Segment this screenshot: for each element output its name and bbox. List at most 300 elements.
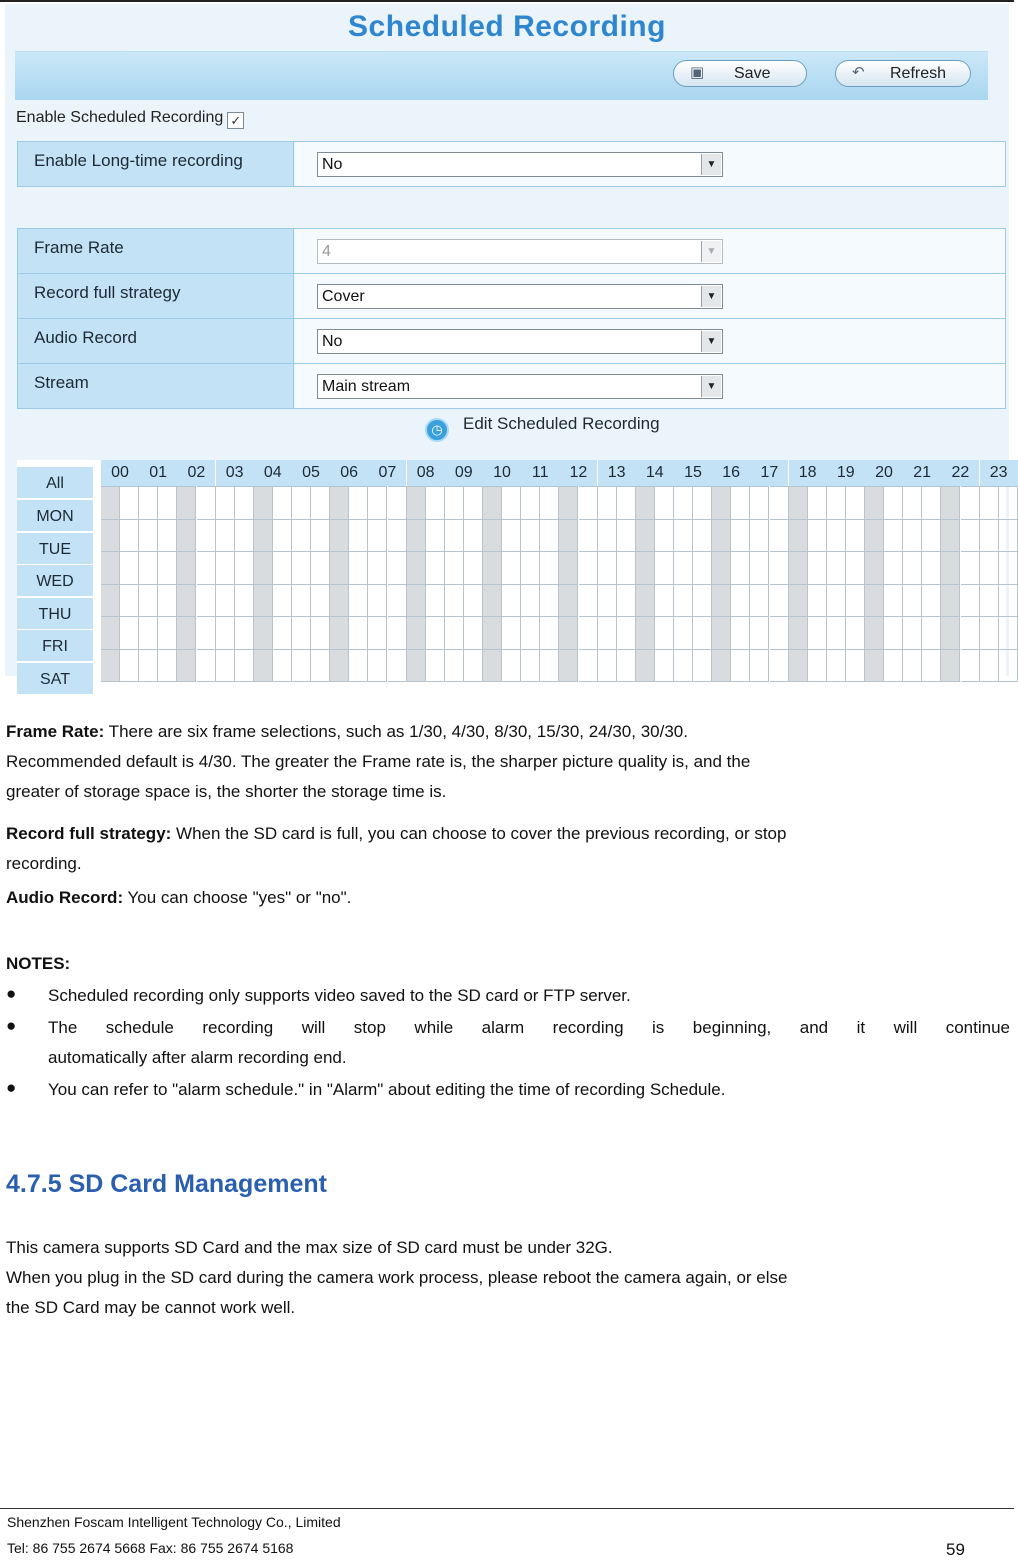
schedule-cell[interactable] xyxy=(292,520,311,553)
schedule-cell[interactable] xyxy=(999,520,1018,553)
schedule-cell[interactable] xyxy=(693,585,712,618)
hour-header[interactable]: 23 xyxy=(980,460,1018,486)
schedule-cell[interactable] xyxy=(827,487,846,520)
schedule-cell[interactable] xyxy=(197,520,216,553)
schedule-cell[interactable] xyxy=(407,520,426,553)
schedule-cell[interactable] xyxy=(540,520,559,553)
schedule-cell[interactable] xyxy=(139,486,158,487)
schedule-cell[interactable] xyxy=(827,552,846,585)
save-button[interactable] xyxy=(673,60,807,87)
hour-header[interactable]: 13 xyxy=(598,460,636,486)
schedule-cell[interactable] xyxy=(636,520,655,553)
schedule-cell[interactable] xyxy=(120,486,139,487)
schedule-cell[interactable] xyxy=(598,487,617,520)
hour-header[interactable]: 15 xyxy=(674,460,712,486)
schedule-cell[interactable] xyxy=(617,650,636,683)
schedule-cell[interactable] xyxy=(502,650,521,683)
schedule-cell[interactable] xyxy=(789,520,808,553)
schedule-cell[interactable] xyxy=(961,520,980,553)
schedule-cell[interactable] xyxy=(139,650,158,683)
schedule-cell[interactable] xyxy=(636,617,655,650)
schedule-cell[interactable] xyxy=(139,487,158,520)
schedule-cell[interactable] xyxy=(846,520,865,553)
schedule-cell[interactable] xyxy=(941,617,960,650)
schedule-cell[interactable] xyxy=(846,617,865,650)
schedule-cell[interactable] xyxy=(941,585,960,618)
schedule-cell[interactable] xyxy=(712,585,731,618)
schedule-cell[interactable] xyxy=(827,486,846,487)
schedule-cell[interactable] xyxy=(330,617,349,650)
schedule-cell[interactable] xyxy=(827,520,846,553)
schedule-cell[interactable] xyxy=(101,486,120,487)
schedule-cell[interactable] xyxy=(254,520,273,553)
schedule-cell[interactable] xyxy=(197,552,216,585)
schedule-cell[interactable] xyxy=(712,520,731,553)
schedule-cell[interactable] xyxy=(445,617,464,650)
hour-header[interactable]: 03 xyxy=(216,460,254,486)
schedule-cell[interactable] xyxy=(120,650,139,683)
schedule-cell[interactable] xyxy=(617,585,636,618)
schedule-cell[interactable] xyxy=(559,487,578,520)
schedule-cell[interactable] xyxy=(941,650,960,683)
schedule-cell[interactable] xyxy=(388,552,407,585)
schedule-cell[interactable] xyxy=(254,650,273,683)
schedule-cell[interactable] xyxy=(407,552,426,585)
schedule-cell[interactable] xyxy=(158,486,177,487)
schedule-cell[interactable] xyxy=(961,487,980,520)
schedule-cell[interactable] xyxy=(980,585,999,618)
schedule-cell[interactable] xyxy=(846,486,865,487)
schedule-cell[interactable] xyxy=(617,520,636,553)
schedule-cell[interactable] xyxy=(388,650,407,683)
schedule-cell[interactable] xyxy=(865,487,884,520)
schedule-cell[interactable] xyxy=(349,585,368,618)
schedule-cell[interactable] xyxy=(731,552,750,585)
schedule-cell[interactable] xyxy=(617,617,636,650)
schedule-cell[interactable] xyxy=(330,487,349,520)
schedule-cell[interactable] xyxy=(655,650,674,683)
record-full-strategy-select[interactable] xyxy=(317,284,723,309)
schedule-cell[interactable] xyxy=(731,487,750,520)
schedule-cell[interactable] xyxy=(197,486,216,487)
schedule-cell[interactable] xyxy=(521,486,540,487)
schedule-cell[interactable] xyxy=(980,486,999,487)
schedule-cell[interactable] xyxy=(292,585,311,618)
schedule-cell[interactable] xyxy=(235,520,254,553)
schedule-cell[interactable] xyxy=(330,650,349,683)
schedule-cell[interactable] xyxy=(311,650,330,683)
schedule-cell[interactable] xyxy=(808,486,827,487)
schedule-cell[interactable] xyxy=(464,617,483,650)
schedule-cell[interactable] xyxy=(903,487,922,520)
hour-header[interactable]: 09 xyxy=(445,460,483,486)
schedule-cell[interactable] xyxy=(158,487,177,520)
schedule-cell[interactable] xyxy=(674,617,693,650)
schedule-cell[interactable] xyxy=(158,617,177,650)
day-header[interactable]: TUE xyxy=(17,533,93,565)
schedule-cell[interactable] xyxy=(464,650,483,683)
schedule-cell[interactable] xyxy=(636,585,655,618)
schedule-cell[interactable] xyxy=(273,650,292,683)
schedule-cell[interactable] xyxy=(655,617,674,650)
schedule-cell[interactable] xyxy=(693,486,712,487)
schedule-cell[interactable] xyxy=(750,585,769,618)
schedule-cell[interactable] xyxy=(368,486,387,487)
schedule-cell[interactable] xyxy=(502,520,521,553)
schedule-cell[interactable] xyxy=(254,552,273,585)
schedule-cell[interactable] xyxy=(922,552,941,585)
schedule-cell[interactable] xyxy=(674,650,693,683)
hour-header[interactable]: 00 xyxy=(101,460,139,486)
schedule-cell[interactable] xyxy=(789,585,808,618)
schedule-cell[interactable] xyxy=(368,617,387,650)
hour-header[interactable]: 02 xyxy=(177,460,215,486)
schedule-cell[interactable] xyxy=(903,552,922,585)
schedule-cell[interactable] xyxy=(865,520,884,553)
schedule-cell[interactable] xyxy=(139,617,158,650)
schedule-cell[interactable] xyxy=(579,487,598,520)
schedule-cell[interactable] xyxy=(330,486,349,487)
schedule-cell[interactable] xyxy=(598,520,617,553)
schedule-cell[interactable] xyxy=(770,585,789,618)
schedule-cell[interactable] xyxy=(254,486,273,487)
hour-header[interactable]: 08 xyxy=(407,460,445,486)
schedule-cell[interactable] xyxy=(865,486,884,487)
schedule-cell[interactable] xyxy=(120,487,139,520)
hour-header[interactable]: 11 xyxy=(521,460,559,486)
schedule-cell[interactable] xyxy=(884,617,903,650)
schedule-cell[interactable] xyxy=(712,650,731,683)
schedule-cell[interactable] xyxy=(216,552,235,585)
schedule-cell[interactable] xyxy=(750,486,769,487)
schedule-cell[interactable] xyxy=(139,520,158,553)
schedule-cell[interactable] xyxy=(827,617,846,650)
schedule-cell[interactable] xyxy=(235,552,254,585)
schedule-cell[interactable] xyxy=(617,552,636,585)
schedule-cell[interactable] xyxy=(598,552,617,585)
schedule-cell[interactable] xyxy=(636,650,655,683)
schedule-cell[interactable] xyxy=(598,650,617,683)
schedule-cell[interactable] xyxy=(349,520,368,553)
schedule-cell[interactable] xyxy=(693,617,712,650)
schedule-cell[interactable] xyxy=(789,552,808,585)
hour-header[interactable]: 18 xyxy=(789,460,827,486)
schedule-cell[interactable] xyxy=(674,585,693,618)
schedule-cell[interactable] xyxy=(579,585,598,618)
schedule-cell[interactable] xyxy=(808,617,827,650)
hour-header[interactable]: 12 xyxy=(559,460,597,486)
schedule-cell[interactable] xyxy=(961,617,980,650)
schedule-cell[interactable] xyxy=(559,552,578,585)
schedule-cell[interactable] xyxy=(368,487,387,520)
schedule-cell[interactable] xyxy=(903,650,922,683)
schedule-cell[interactable] xyxy=(177,650,196,683)
schedule-cell[interactable] xyxy=(750,617,769,650)
schedule-cell[interactable] xyxy=(101,487,120,520)
schedule-cell[interactable] xyxy=(961,585,980,618)
schedule-cell[interactable] xyxy=(426,520,445,553)
schedule-cell[interactable] xyxy=(999,486,1018,487)
schedule-cell[interactable] xyxy=(388,585,407,618)
schedule-cell[interactable] xyxy=(731,486,750,487)
schedule-cell[interactable] xyxy=(254,617,273,650)
schedule-cell[interactable] xyxy=(139,552,158,585)
schedule-cell[interactable] xyxy=(674,552,693,585)
hour-header[interactable]: 10 xyxy=(483,460,521,486)
schedule-cell[interactable] xyxy=(598,617,617,650)
schedule-cell[interactable] xyxy=(540,650,559,683)
schedule-cell[interactable] xyxy=(502,552,521,585)
schedule-cell[interactable] xyxy=(693,487,712,520)
schedule-cell[interactable] xyxy=(712,617,731,650)
schedule-cell[interactable] xyxy=(177,487,196,520)
schedule-cell[interactable] xyxy=(445,487,464,520)
hour-header[interactable]: 21 xyxy=(903,460,941,486)
schedule-cell[interactable] xyxy=(101,650,120,683)
all-days-button[interactable]: All xyxy=(17,467,93,499)
schedule-cell[interactable] xyxy=(808,487,827,520)
schedule-cell[interactable] xyxy=(483,585,502,618)
schedule-cell[interactable] xyxy=(884,486,903,487)
schedule-cell[interactable] xyxy=(980,650,999,683)
schedule-cell[interactable] xyxy=(980,487,999,520)
schedule-cell[interactable] xyxy=(216,486,235,487)
schedule-cell[interactable] xyxy=(426,487,445,520)
hour-header[interactable]: 20 xyxy=(865,460,903,486)
schedule-cell[interactable] xyxy=(693,552,712,585)
schedule-cell[interactable] xyxy=(426,617,445,650)
schedule-cell[interactable] xyxy=(540,585,559,618)
schedule-cell[interactable] xyxy=(101,552,120,585)
schedule-cell[interactable] xyxy=(922,487,941,520)
schedule-cell[interactable] xyxy=(846,552,865,585)
schedule-cell[interactable] xyxy=(273,552,292,585)
schedule-cell[interactable] xyxy=(177,486,196,487)
schedule-cell[interactable] xyxy=(349,487,368,520)
schedule-cell[interactable] xyxy=(521,650,540,683)
schedule-cell[interactable] xyxy=(521,487,540,520)
schedule-cell[interactable] xyxy=(158,585,177,618)
schedule-cell[interactable] xyxy=(388,486,407,487)
schedule-cell[interactable] xyxy=(483,552,502,585)
schedule-cell[interactable] xyxy=(980,520,999,553)
schedule-cell[interactable] xyxy=(464,552,483,585)
schedule-cell[interactable] xyxy=(464,520,483,553)
schedule-cell[interactable] xyxy=(216,487,235,520)
edit-scheduled-recording-link[interactable] xyxy=(425,414,660,442)
schedule-cell[interactable] xyxy=(235,617,254,650)
schedule-cell[interactable] xyxy=(158,650,177,683)
schedule-cell[interactable] xyxy=(712,486,731,487)
schedule-cell[interactable] xyxy=(120,552,139,585)
day-header[interactable]: MON xyxy=(17,500,93,532)
schedule-cell[interactable] xyxy=(521,520,540,553)
schedule-cell[interactable] xyxy=(655,487,674,520)
schedule-cell[interactable] xyxy=(999,617,1018,650)
schedule-cell[interactable] xyxy=(598,585,617,618)
schedule-cell[interactable] xyxy=(865,650,884,683)
schedule-cell[interactable] xyxy=(407,486,426,487)
schedule-cell[interactable] xyxy=(559,617,578,650)
hour-header[interactable]: 14 xyxy=(636,460,674,486)
schedule-cell[interactable] xyxy=(884,520,903,553)
schedule-cell[interactable] xyxy=(464,487,483,520)
schedule-cell[interactable] xyxy=(177,552,196,585)
schedule-cell[interactable] xyxy=(922,486,941,487)
schedule-grid[interactable] xyxy=(17,460,1008,688)
schedule-cell[interactable] xyxy=(426,486,445,487)
schedule-cell[interactable] xyxy=(693,650,712,683)
schedule-cell[interactable] xyxy=(368,552,387,585)
schedule-cell[interactable] xyxy=(731,617,750,650)
schedule-cell[interactable] xyxy=(330,520,349,553)
schedule-cell[interactable] xyxy=(731,650,750,683)
schedule-cell[interactable] xyxy=(636,487,655,520)
schedule-cell[interactable] xyxy=(273,585,292,618)
schedule-cell[interactable] xyxy=(655,486,674,487)
schedule-cell[interactable] xyxy=(750,552,769,585)
hour-header[interactable]: 16 xyxy=(712,460,750,486)
schedule-cell[interactable] xyxy=(445,650,464,683)
schedule-cell[interactable] xyxy=(903,486,922,487)
schedule-cell[interactable] xyxy=(961,650,980,683)
schedule-cell[interactable] xyxy=(884,487,903,520)
schedule-cell[interactable] xyxy=(368,650,387,683)
schedule-cell[interactable] xyxy=(559,650,578,683)
schedule-cell[interactable] xyxy=(139,585,158,618)
schedule-cell[interactable] xyxy=(292,486,311,487)
schedule-cell[interactable] xyxy=(197,585,216,618)
schedule-cell[interactable] xyxy=(693,520,712,553)
schedule-cell[interactable] xyxy=(617,486,636,487)
refresh-button[interactable] xyxy=(835,60,971,87)
schedule-cell[interactable] xyxy=(961,552,980,585)
schedule-cell[interactable] xyxy=(407,585,426,618)
schedule-cell[interactable] xyxy=(349,552,368,585)
schedule-cell[interactable] xyxy=(980,617,999,650)
schedule-cell[interactable] xyxy=(445,585,464,618)
schedule-cell[interactable] xyxy=(311,487,330,520)
schedule-cell[interactable] xyxy=(941,520,960,553)
schedule-cell[interactable] xyxy=(846,487,865,520)
schedule-cell[interactable] xyxy=(483,520,502,553)
schedule-cell[interactable] xyxy=(292,650,311,683)
schedule-cell[interactable] xyxy=(445,486,464,487)
schedule-cell[interactable] xyxy=(521,552,540,585)
schedule-cell[interactable] xyxy=(120,617,139,650)
schedule-cell[interactable] xyxy=(521,585,540,618)
schedule-cell[interactable] xyxy=(865,617,884,650)
schedule-cell[interactable] xyxy=(483,486,502,487)
schedule-cell[interactable] xyxy=(922,650,941,683)
schedule-cell[interactable] xyxy=(559,486,578,487)
schedule-cell[interactable] xyxy=(197,650,216,683)
schedule-cell[interactable] xyxy=(770,617,789,650)
schedule-cell[interactable] xyxy=(636,552,655,585)
schedule-cell[interactable] xyxy=(884,552,903,585)
schedule-cell[interactable] xyxy=(235,487,254,520)
schedule-cell[interactable] xyxy=(330,552,349,585)
schedule-cell[interactable] xyxy=(158,552,177,585)
schedule-cell[interactable] xyxy=(101,617,120,650)
schedule-cell[interactable] xyxy=(388,617,407,650)
day-header[interactable]: FRI xyxy=(17,630,93,662)
schedule-cell[interactable] xyxy=(311,552,330,585)
schedule-cell[interactable] xyxy=(579,520,598,553)
schedule-cell[interactable] xyxy=(502,487,521,520)
schedule-cell[interactable] xyxy=(617,487,636,520)
schedule-cell[interactable] xyxy=(349,486,368,487)
schedule-cell[interactable] xyxy=(846,585,865,618)
hour-header[interactable]: 17 xyxy=(750,460,788,486)
schedule-cell[interactable] xyxy=(349,617,368,650)
hour-header[interactable]: 07 xyxy=(368,460,406,486)
schedule-cell[interactable] xyxy=(177,520,196,553)
schedule-cell[interactable] xyxy=(674,520,693,553)
schedule-cell[interactable] xyxy=(712,487,731,520)
schedule-cell[interactable] xyxy=(884,585,903,618)
schedule-cell[interactable] xyxy=(559,520,578,553)
schedule-cell[interactable] xyxy=(197,487,216,520)
long-time-select[interactable] xyxy=(317,152,723,177)
schedule-cell[interactable] xyxy=(445,552,464,585)
schedule-cell[interactable] xyxy=(216,650,235,683)
schedule-cell[interactable] xyxy=(865,585,884,618)
schedule-cell[interactable] xyxy=(502,486,521,487)
schedule-cell[interactable] xyxy=(674,486,693,487)
schedule-cell[interactable] xyxy=(980,552,999,585)
schedule-cell[interactable] xyxy=(101,520,120,553)
schedule-cell[interactable] xyxy=(311,486,330,487)
schedule-cell[interactable] xyxy=(789,617,808,650)
schedule-cell[interactable] xyxy=(177,617,196,650)
schedule-cell[interactable] xyxy=(483,650,502,683)
schedule-cell[interactable] xyxy=(655,520,674,553)
schedule-cell[interactable] xyxy=(540,617,559,650)
schedule-cell[interactable] xyxy=(502,585,521,618)
schedule-cell[interactable] xyxy=(750,650,769,683)
hour-header[interactable]: 01 xyxy=(139,460,177,486)
schedule-cell[interactable] xyxy=(235,585,254,618)
schedule-cell[interactable] xyxy=(655,585,674,618)
day-header[interactable]: SAT xyxy=(17,663,93,695)
schedule-cell[interactable] xyxy=(407,650,426,683)
schedule-cell[interactable] xyxy=(464,585,483,618)
schedule-cell[interactable] xyxy=(483,487,502,520)
schedule-cell[interactable] xyxy=(827,585,846,618)
schedule-cell[interactable] xyxy=(770,520,789,553)
schedule-cell[interactable] xyxy=(559,585,578,618)
schedule-cell[interactable] xyxy=(216,520,235,553)
schedule-cell[interactable] xyxy=(789,487,808,520)
schedule-cell[interactable] xyxy=(235,486,254,487)
schedule-cell[interactable] xyxy=(235,650,254,683)
schedule-cell[interactable] xyxy=(101,585,120,618)
day-header[interactable]: THU xyxy=(17,598,93,630)
schedule-cell[interactable] xyxy=(808,552,827,585)
schedule-cell[interactable] xyxy=(368,585,387,618)
schedule-cell[interactable] xyxy=(158,520,177,553)
hour-header[interactable]: 22 xyxy=(941,460,979,486)
schedule-cell[interactable] xyxy=(750,487,769,520)
schedule-cell[interactable] xyxy=(579,552,598,585)
schedule-cell[interactable] xyxy=(770,552,789,585)
schedule-cell[interactable] xyxy=(731,585,750,618)
schedule-cell[interactable] xyxy=(426,585,445,618)
schedule-cell[interactable] xyxy=(999,552,1018,585)
schedule-cell[interactable] xyxy=(903,585,922,618)
schedule-cell[interactable] xyxy=(674,487,693,520)
